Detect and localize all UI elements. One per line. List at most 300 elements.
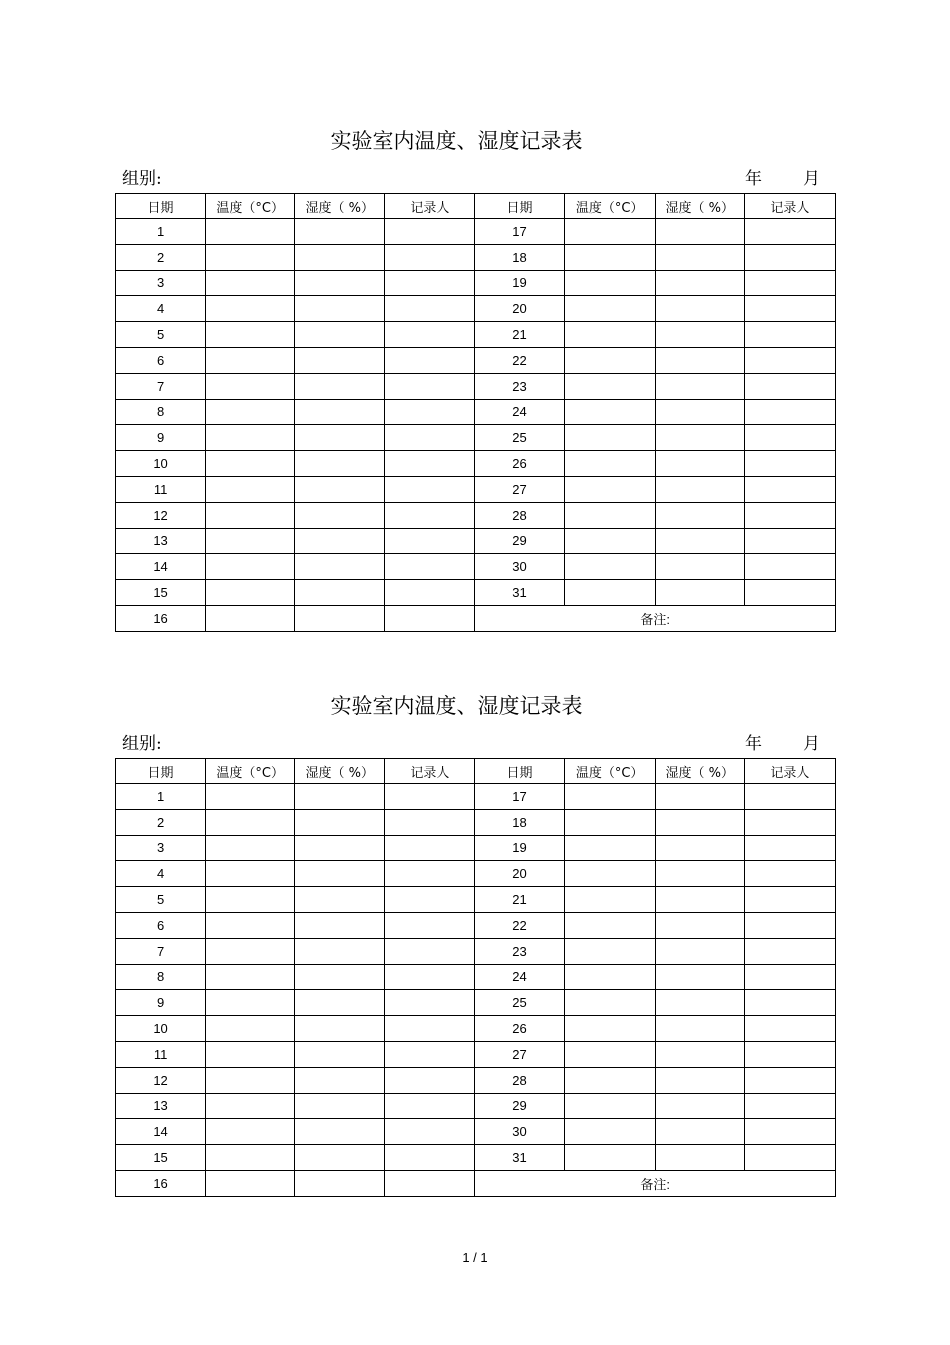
recorder-cell[interactable]: [385, 476, 475, 502]
recorder-cell[interactable]: [744, 502, 835, 528]
recorder-cell[interactable]: [385, 296, 475, 322]
humidity-cell[interactable]: [295, 938, 385, 964]
date-cell: 23: [475, 373, 564, 399]
humidity-cell[interactable]: [295, 912, 385, 938]
table-row: [116, 605, 836, 631]
recorder-cell[interactable]: [744, 219, 835, 245]
temperature-cell[interactable]: [564, 784, 655, 810]
month-label: 月: [803, 734, 820, 754]
column-header: 日期: [475, 759, 564, 784]
temperature-cell[interactable]: [206, 784, 295, 810]
date-cell: 31: [475, 580, 564, 606]
date-cell: 7: [116, 938, 206, 964]
date-cell: 16: [116, 605, 206, 631]
recorder-cell[interactable]: [385, 451, 475, 477]
date-cell: 21: [475, 322, 564, 348]
month-label: 月: [803, 169, 820, 189]
table-row: [116, 1067, 836, 1093]
humidity-cell[interactable]: [295, 887, 385, 913]
humidity-cell[interactable]: [655, 322, 744, 348]
recorder-cell[interactable]: [744, 476, 835, 502]
date-cell: 13: [116, 1093, 206, 1119]
recorder-cell[interactable]: [744, 990, 835, 1016]
recorder-cell[interactable]: [385, 938, 475, 964]
temperature-cell[interactable]: [206, 809, 295, 835]
date-cell: 20: [475, 861, 564, 887]
recorder-cell[interactable]: [385, 861, 475, 887]
table-body: [116, 784, 836, 1197]
table-row: [116, 784, 836, 810]
recorder-cell[interactable]: [744, 809, 835, 835]
date-cell: 22: [475, 912, 564, 938]
date-cell: 26: [475, 1016, 564, 1042]
humidity-cell[interactable]: [295, 809, 385, 835]
recorder-cell[interactable]: [385, 1119, 475, 1145]
table-row: [116, 528, 836, 554]
temperature-cell[interactable]: [206, 296, 295, 322]
date-cell: 9: [116, 425, 206, 451]
recorder-cell[interactable]: [744, 425, 835, 451]
header-row: [116, 759, 836, 784]
humidity-cell[interactable]: [295, 528, 385, 554]
temperature-cell[interactable]: [206, 476, 295, 502]
date-cell: 1: [116, 219, 206, 245]
table-row: [116, 1145, 836, 1171]
humidity-cell[interactable]: [655, 784, 744, 810]
humidity-cell[interactable]: [295, 1016, 385, 1042]
recorder-cell[interactable]: [385, 1067, 475, 1093]
temperature-cell[interactable]: [206, 1145, 295, 1171]
temperature-cell[interactable]: [564, 244, 655, 270]
humidity-cell[interactable]: [655, 296, 744, 322]
recorder-cell[interactable]: [744, 347, 835, 373]
year-label: 年: [745, 169, 762, 189]
column-header: 记录人: [385, 194, 475, 219]
humidity-cell[interactable]: [655, 861, 744, 887]
date-cell: 12: [116, 502, 206, 528]
humidity-cell[interactable]: [295, 605, 385, 631]
date-cell: 3: [116, 835, 206, 861]
column-header: 日期: [116, 759, 206, 784]
temperature-cell[interactable]: [206, 373, 295, 399]
date-cell: 17: [475, 219, 564, 245]
date-cell: 18: [475, 244, 564, 270]
temperature-cell[interactable]: [564, 451, 655, 477]
temperature-cell[interactable]: [564, 322, 655, 348]
recorder-cell[interactable]: [744, 322, 835, 348]
temperature-cell[interactable]: [206, 219, 295, 245]
recorder-cell[interactable]: [744, 373, 835, 399]
humidity-cell[interactable]: [295, 990, 385, 1016]
column-header: 湿度（ %）: [655, 759, 744, 784]
recorder-cell[interactable]: [744, 1041, 835, 1067]
temperature-cell[interactable]: [564, 399, 655, 425]
humidity-cell[interactable]: [655, 219, 744, 245]
date-cell: 25: [475, 425, 564, 451]
date-cell: 27: [475, 476, 564, 502]
temperature-cell[interactable]: [564, 347, 655, 373]
remark-cell[interactable]: 备注:: [475, 605, 836, 631]
date-cell: 11: [116, 1041, 206, 1067]
group-label: 组别:: [122, 734, 162, 754]
table-row: [116, 451, 836, 477]
temperature-cell[interactable]: [564, 887, 655, 913]
humidity-cell[interactable]: [295, 502, 385, 528]
humidity-cell[interactable]: [655, 580, 744, 606]
recorder-cell[interactable]: [385, 1041, 475, 1067]
temperature-cell[interactable]: [206, 1067, 295, 1093]
recorder-cell[interactable]: [385, 835, 475, 861]
date-cell: 29: [475, 1093, 564, 1119]
date-cell: 21: [475, 887, 564, 913]
temperature-cell[interactable]: [564, 1093, 655, 1119]
recorder-cell[interactable]: [744, 1067, 835, 1093]
temperature-cell[interactable]: [564, 502, 655, 528]
table-row: [116, 990, 836, 1016]
recorder-cell[interactable]: [744, 554, 835, 580]
date-cell: 19: [475, 270, 564, 296]
temperature-cell[interactable]: [564, 425, 655, 451]
temperature-cell[interactable]: [564, 296, 655, 322]
humidity-cell[interactable]: [295, 322, 385, 348]
recorder-cell[interactable]: [385, 912, 475, 938]
humidity-cell[interactable]: [295, 1119, 385, 1145]
year-label: 年: [745, 734, 762, 754]
recorder-cell[interactable]: [385, 270, 475, 296]
date-cell: 5: [116, 887, 206, 913]
recorder-cell[interactable]: [385, 502, 475, 528]
date-cell: 24: [475, 964, 564, 990]
humidity-cell[interactable]: [655, 528, 744, 554]
date-cell: 10: [116, 1016, 206, 1042]
temperature-cell[interactable]: [564, 964, 655, 990]
humidity-cell[interactable]: [655, 554, 744, 580]
temperature-cell[interactable]: [206, 861, 295, 887]
temperature-cell[interactable]: [564, 476, 655, 502]
table-row: [116, 861, 836, 887]
table-row: [116, 1170, 836, 1196]
recorder-cell[interactable]: [385, 528, 475, 554]
table-row: [116, 296, 836, 322]
recorder-cell[interactable]: [744, 835, 835, 861]
humidity-cell[interactable]: [655, 1119, 744, 1145]
date-cell: 9: [116, 990, 206, 1016]
date-cell: 13: [116, 528, 206, 554]
temperature-cell[interactable]: [564, 1067, 655, 1093]
table-row: [116, 1119, 836, 1145]
date-cell: 24: [475, 399, 564, 425]
column-header: 湿度（ %）: [295, 759, 385, 784]
humidity-cell[interactable]: [655, 809, 744, 835]
date-cell: 26: [475, 451, 564, 477]
temperature-cell[interactable]: [206, 605, 295, 631]
humidity-cell[interactable]: [655, 476, 744, 502]
temperature-cell[interactable]: [564, 1041, 655, 1067]
recorder-cell[interactable]: [385, 425, 475, 451]
remark-cell[interactable]: 备注:: [475, 1170, 836, 1196]
temperature-cell[interactable]: [564, 270, 655, 296]
humidity-cell[interactable]: [655, 990, 744, 1016]
temperature-cell[interactable]: [206, 1041, 295, 1067]
date-cell: 11: [116, 476, 206, 502]
temperature-cell[interactable]: [564, 1119, 655, 1145]
date-cell: 14: [116, 554, 206, 580]
humidity-cell[interactable]: [655, 938, 744, 964]
recorder-cell[interactable]: [744, 1119, 835, 1145]
column-header: 日期: [116, 194, 206, 219]
date-cell: 30: [475, 554, 564, 580]
date-cell: 8: [116, 399, 206, 425]
temperature-cell[interactable]: [206, 502, 295, 528]
recorder-cell[interactable]: [385, 1093, 475, 1119]
humidity-cell[interactable]: [655, 887, 744, 913]
recorder-cell[interactable]: [744, 784, 835, 810]
temperature-cell[interactable]: [206, 1016, 295, 1042]
recorder-cell[interactable]: [744, 244, 835, 270]
temperature-cell[interactable]: [206, 425, 295, 451]
temperature-cell[interactable]: [564, 809, 655, 835]
humidity-cell[interactable]: [295, 476, 385, 502]
recorder-cell[interactable]: [744, 938, 835, 964]
humidity-cell[interactable]: [295, 1145, 385, 1171]
table-row: [116, 322, 836, 348]
table-row: [116, 219, 836, 245]
temperature-cell[interactable]: [564, 1016, 655, 1042]
temperature-cell[interactable]: [564, 861, 655, 887]
date-cell: 15: [116, 580, 206, 606]
table-row: [116, 347, 836, 373]
date-cell: 7: [116, 373, 206, 399]
humidity-cell[interactable]: [655, 912, 744, 938]
temperature-cell[interactable]: [206, 1170, 295, 1196]
table-row: [116, 1093, 836, 1119]
date-cell: 22: [475, 347, 564, 373]
column-header: 温度（°C）: [564, 759, 655, 784]
humidity-cell[interactable]: [655, 373, 744, 399]
humidity-cell[interactable]: [295, 373, 385, 399]
table-row: [116, 964, 836, 990]
humidity-cell[interactable]: [655, 270, 744, 296]
humidity-cell[interactable]: [295, 451, 385, 477]
recorder-cell[interactable]: [744, 1145, 835, 1171]
recorder-cell[interactable]: [744, 451, 835, 477]
record-table: [115, 758, 836, 1197]
date-cell: 1: [116, 784, 206, 810]
recorder-cell[interactable]: [385, 964, 475, 990]
table-row: [116, 938, 836, 964]
date-cell: 19: [475, 835, 564, 861]
date-cell: 2: [116, 809, 206, 835]
humidity-cell[interactable]: [295, 554, 385, 580]
date-cell: 16: [116, 1170, 206, 1196]
recorder-cell[interactable]: [385, 1145, 475, 1171]
table-row: [116, 835, 836, 861]
humidity-cell[interactable]: [295, 1093, 385, 1119]
date-cell: 18: [475, 809, 564, 835]
table-row: [116, 1041, 836, 1067]
date-cell: 5: [116, 322, 206, 348]
recorder-cell[interactable]: [744, 861, 835, 887]
date-cell: 31: [475, 1145, 564, 1171]
recorder-cell[interactable]: [385, 244, 475, 270]
date-cell: 3: [116, 270, 206, 296]
humidity-cell[interactable]: [295, 1041, 385, 1067]
temperature-cell[interactable]: [564, 373, 655, 399]
temperature-cell[interactable]: [206, 990, 295, 1016]
recorder-cell[interactable]: [385, 219, 475, 245]
table-row: [116, 887, 836, 913]
humidity-cell[interactable]: [295, 219, 385, 245]
humidity-cell[interactable]: [655, 1093, 744, 1119]
date-cell: 27: [475, 1041, 564, 1067]
recorder-cell[interactable]: [744, 580, 835, 606]
form-title: 实验室内温度、湿度记录表: [330, 129, 583, 153]
humidity-cell[interactable]: [295, 270, 385, 296]
column-header: 日期: [475, 194, 564, 219]
temperature-cell[interactable]: [206, 399, 295, 425]
humidity-cell[interactable]: [295, 1067, 385, 1093]
humidity-cell[interactable]: [295, 835, 385, 861]
temperature-cell[interactable]: [206, 1119, 295, 1145]
date-cell: 8: [116, 964, 206, 990]
column-header: 湿度（ %）: [295, 194, 385, 219]
humidity-cell[interactable]: [655, 964, 744, 990]
temperature-cell[interactable]: [206, 1093, 295, 1119]
table-row: [116, 554, 836, 580]
temperature-cell[interactable]: [564, 835, 655, 861]
humidity-cell[interactable]: [655, 1067, 744, 1093]
column-header: 记录人: [744, 759, 835, 784]
table-row: [116, 373, 836, 399]
temperature-cell[interactable]: [564, 528, 655, 554]
date-cell: 2: [116, 244, 206, 270]
date-cell: 20: [475, 296, 564, 322]
recorder-cell[interactable]: [744, 1016, 835, 1042]
temperature-cell[interactable]: [206, 347, 295, 373]
table-body: [116, 219, 836, 632]
group-label: 组别:: [122, 169, 162, 189]
recorder-cell[interactable]: [744, 528, 835, 554]
table-row: [116, 399, 836, 425]
temperature-cell[interactable]: [206, 451, 295, 477]
recorder-cell[interactable]: [744, 1093, 835, 1119]
humidity-cell[interactable]: [295, 244, 385, 270]
temperature-cell[interactable]: [206, 580, 295, 606]
temperature-cell[interactable]: [564, 990, 655, 1016]
humidity-cell[interactable]: [295, 399, 385, 425]
humidity-cell[interactable]: [655, 502, 744, 528]
humidity-cell[interactable]: [295, 296, 385, 322]
humidity-cell[interactable]: [655, 1016, 744, 1042]
temperature-cell[interactable]: [564, 912, 655, 938]
humidity-cell[interactable]: [295, 425, 385, 451]
recorder-cell[interactable]: [744, 912, 835, 938]
recorder-cell[interactable]: [744, 964, 835, 990]
humidity-cell[interactable]: [655, 835, 744, 861]
temperature-cell[interactable]: [564, 1145, 655, 1171]
table-row: [116, 1016, 836, 1042]
date-cell: 17: [475, 784, 564, 810]
recorder-cell[interactable]: [744, 270, 835, 296]
temperature-cell[interactable]: [206, 938, 295, 964]
recorder-cell[interactable]: [385, 322, 475, 348]
humidity-cell[interactable]: [295, 580, 385, 606]
date-cell: 30: [475, 1119, 564, 1145]
humidity-cell[interactable]: [655, 399, 744, 425]
temperature-cell[interactable]: [206, 835, 295, 861]
temperature-cell[interactable]: [206, 244, 295, 270]
date-cell: 14: [116, 1119, 206, 1145]
table-row: [116, 912, 836, 938]
column-header: 记录人: [744, 194, 835, 219]
humidity-cell[interactable]: [655, 1041, 744, 1067]
table-row: [116, 244, 836, 270]
humidity-cell[interactable]: [295, 964, 385, 990]
temperature-cell[interactable]: [564, 938, 655, 964]
recorder-cell[interactable]: [385, 1016, 475, 1042]
table-row: [116, 270, 836, 296]
humidity-cell[interactable]: [295, 347, 385, 373]
recorder-cell[interactable]: [385, 990, 475, 1016]
temperature-cell[interactable]: [206, 270, 295, 296]
recorder-cell[interactable]: [385, 373, 475, 399]
recorder-cell[interactable]: [744, 399, 835, 425]
date-cell: 6: [116, 912, 206, 938]
temperature-cell[interactable]: [206, 554, 295, 580]
date-cell: 10: [116, 451, 206, 477]
humidity-cell[interactable]: [295, 1170, 385, 1196]
table-row: [116, 425, 836, 451]
recorder-cell[interactable]: [744, 887, 835, 913]
humidity-cell[interactable]: [655, 425, 744, 451]
recorder-cell[interactable]: [385, 1170, 475, 1196]
table-row: [116, 476, 836, 502]
humidity-cell[interactable]: [655, 347, 744, 373]
recorder-cell[interactable]: [385, 580, 475, 606]
temperature-cell[interactable]: [206, 528, 295, 554]
recorder-cell[interactable]: [385, 784, 475, 810]
form-title: 实验室内温度、湿度记录表: [330, 694, 583, 718]
humidity-cell[interactable]: [295, 861, 385, 887]
humidity-cell[interactable]: [295, 784, 385, 810]
date-cell: 4: [116, 861, 206, 887]
humidity-cell[interactable]: [655, 451, 744, 477]
humidity-cell[interactable]: [655, 1145, 744, 1171]
column-header: 记录人: [385, 759, 475, 784]
humidity-cell[interactable]: [655, 244, 744, 270]
date-cell: 25: [475, 990, 564, 1016]
recorder-cell[interactable]: [385, 554, 475, 580]
temperature-cell[interactable]: [564, 580, 655, 606]
recorder-cell[interactable]: [385, 347, 475, 373]
recorder-cell[interactable]: [385, 809, 475, 835]
temperature-cell[interactable]: [206, 887, 295, 913]
temperature-cell[interactable]: [206, 912, 295, 938]
temperature-cell[interactable]: [564, 554, 655, 580]
recorder-cell[interactable]: [385, 887, 475, 913]
recorder-cell[interactable]: [385, 605, 475, 631]
column-header: 湿度（ %）: [655, 194, 744, 219]
date-cell: 28: [475, 1067, 564, 1093]
temperature-cell[interactable]: [206, 322, 295, 348]
recorder-cell[interactable]: [744, 296, 835, 322]
temperature-cell[interactable]: [206, 964, 295, 990]
temperature-cell[interactable]: [564, 219, 655, 245]
column-header: 温度（°C）: [564, 194, 655, 219]
date-cell: 23: [475, 938, 564, 964]
recorder-cell[interactable]: [385, 399, 475, 425]
table-row: [116, 809, 836, 835]
